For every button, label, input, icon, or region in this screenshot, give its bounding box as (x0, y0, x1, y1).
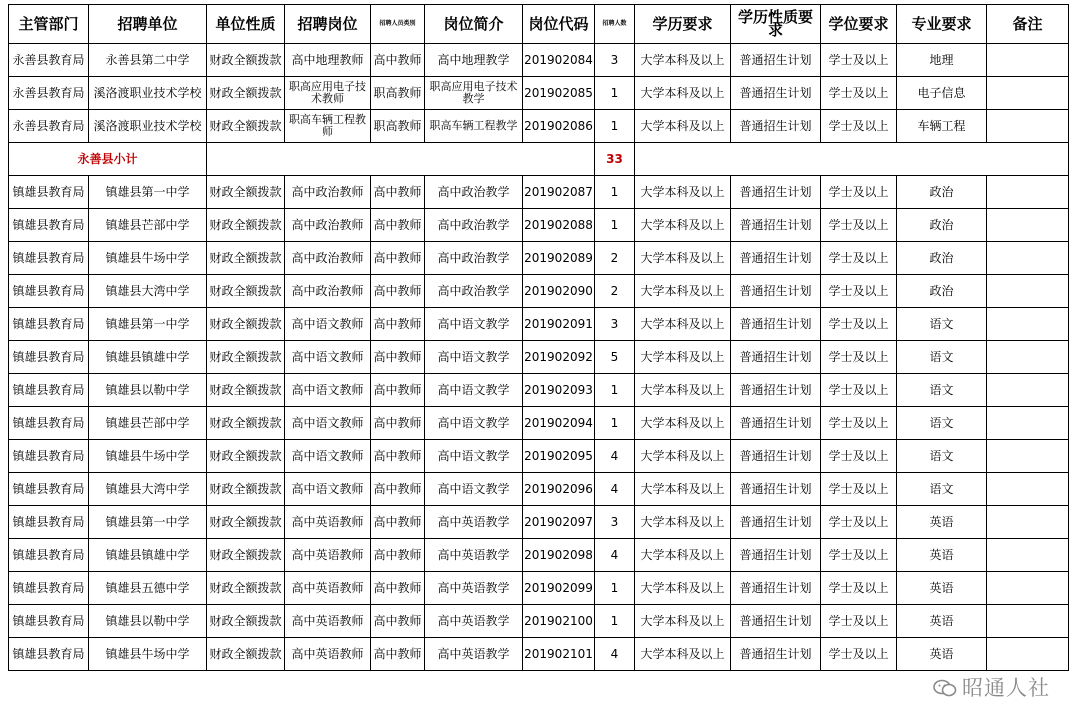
cell-position: 高中英语教师 (285, 572, 371, 605)
cell-desc: 高中政治教学 (425, 275, 523, 308)
cell-degree: 学士及以上 (821, 110, 897, 143)
cell-count: 1 (595, 77, 635, 110)
cell-count: 1 (595, 110, 635, 143)
cell-remark (987, 638, 1069, 671)
subtotal-blank (207, 143, 595, 176)
cell-nature: 财政全额拨款 (207, 176, 285, 209)
table-row (9, 605, 1069, 638)
cell-desc: 高中英语教学 (425, 539, 523, 572)
cell-dept: 镇雄县教育局 (9, 209, 89, 242)
cell-dept: 永善县教育局 (9, 44, 89, 77)
cell-code: 201902092 (523, 341, 595, 374)
cell-staff-type: 高中教师 (371, 341, 425, 374)
cell-major: 政治 (897, 275, 987, 308)
cell-unit: 镇雄县芒部中学 (89, 209, 207, 242)
cell-remark (987, 275, 1069, 308)
cell-staff-type: 高中教师 (371, 242, 425, 275)
cell-edu-type: 普通招生计划 (731, 308, 821, 341)
cell-degree: 学士及以上 (821, 506, 897, 539)
cell-degree: 学士及以上 (821, 308, 897, 341)
cell-dept: 镇雄县教育局 (9, 308, 89, 341)
table-row (9, 506, 1069, 539)
cell-desc: 高中英语教学 (425, 506, 523, 539)
table-row (9, 242, 1069, 275)
cell-education: 大学本科及以上 (635, 572, 731, 605)
cell-remark (987, 44, 1069, 77)
cell-degree: 学士及以上 (821, 77, 897, 110)
cell-desc: 高中语文教学 (425, 407, 523, 440)
cell-code: 201902094 (523, 407, 595, 440)
cell-count: 1 (595, 572, 635, 605)
cell-unit: 镇雄县芒部中学 (89, 407, 207, 440)
cell-edu-type: 普通招生计划 (731, 539, 821, 572)
cell-position: 职高应用电子技术教师 (285, 77, 371, 110)
table-row (9, 572, 1069, 605)
cell-remark (987, 539, 1069, 572)
cell-remark (987, 440, 1069, 473)
cell-edu-type: 普通招生计划 (731, 77, 821, 110)
table-row (9, 275, 1069, 308)
cell-nature: 财政全额拨款 (207, 275, 285, 308)
cell-edu-type: 普通招生计划 (731, 176, 821, 209)
header-code: 岗位代码 (523, 5, 595, 44)
cell-staff-type: 高中教师 (371, 473, 425, 506)
cell-major: 政治 (897, 176, 987, 209)
cell-count: 4 (595, 440, 635, 473)
cell-education: 大学本科及以上 (635, 440, 731, 473)
cell-nature: 财政全额拨款 (207, 473, 285, 506)
cell-count: 1 (595, 374, 635, 407)
header-education: 学历要求 (635, 5, 731, 44)
cell-dept: 镇雄县教育局 (9, 275, 89, 308)
cell-major: 电子信息 (897, 77, 987, 110)
header-remark: 备注 (987, 5, 1069, 44)
cell-degree: 学士及以上 (821, 374, 897, 407)
cell-desc: 职高应用电子技术教学 (425, 77, 523, 110)
cell-education: 大学本科及以上 (635, 308, 731, 341)
cell-degree: 学士及以上 (821, 44, 897, 77)
cell-major: 英语 (897, 605, 987, 638)
cell-code: 201902099 (523, 572, 595, 605)
cell-edu-type: 普通招生计划 (731, 209, 821, 242)
cell-major: 英语 (897, 572, 987, 605)
cell-remark (987, 242, 1069, 275)
subtotal-count: 33 (595, 143, 635, 176)
cell-count: 4 (595, 638, 635, 671)
header-edu-type: 学历性质要求 (731, 5, 821, 44)
header-row (9, 5, 1069, 44)
cell-unit: 镇雄县第一中学 (89, 176, 207, 209)
cell-edu-type: 普通招生计划 (731, 572, 821, 605)
cell-desc: 高中英语教学 (425, 638, 523, 671)
cell-unit: 镇雄县以勒中学 (89, 605, 207, 638)
cell-edu-type: 普通招生计划 (731, 275, 821, 308)
cell-position: 高中语文教师 (285, 440, 371, 473)
cell-position: 职高车辆工程教师 (285, 110, 371, 143)
cell-desc: 高中语文教学 (425, 473, 523, 506)
cell-dept: 镇雄县教育局 (9, 473, 89, 506)
cell-unit: 镇雄县镇雄中学 (89, 539, 207, 572)
cell-unit: 镇雄县牛场中学 (89, 440, 207, 473)
cell-degree: 学士及以上 (821, 440, 897, 473)
cell-major: 语文 (897, 308, 987, 341)
cell-nature: 财政全额拨款 (207, 539, 285, 572)
cell-education: 大学本科及以上 (635, 209, 731, 242)
cell-edu-type: 普通招生计划 (731, 242, 821, 275)
cell-remark (987, 506, 1069, 539)
cell-unit: 永善县第二中学 (89, 44, 207, 77)
cell-unit: 镇雄县五德中学 (89, 572, 207, 605)
header-staff-type: 招聘人员类别 (371, 5, 425, 44)
cell-code: 201902085 (523, 77, 595, 110)
table-row (9, 440, 1069, 473)
header-major: 专业要求 (897, 5, 987, 44)
cell-desc: 高中政治教学 (425, 176, 523, 209)
cell-nature: 财政全额拨款 (207, 44, 285, 77)
watermark-text: 昭通人社 (962, 676, 1050, 700)
cell-degree: 学士及以上 (821, 638, 897, 671)
cell-remark (987, 209, 1069, 242)
cell-staff-type: 高中教师 (371, 539, 425, 572)
subtotal-label: 永善县小计 (9, 143, 207, 176)
cell-major: 语文 (897, 407, 987, 440)
subtotal-blank-right (635, 143, 1069, 176)
cell-major: 语文 (897, 374, 987, 407)
cell-dept: 镇雄县教育局 (9, 341, 89, 374)
cell-desc: 高中语文教学 (425, 341, 523, 374)
cell-dept: 镇雄县教育局 (9, 176, 89, 209)
cell-major: 语文 (897, 341, 987, 374)
cell-count: 1 (595, 209, 635, 242)
cell-education: 大学本科及以上 (635, 176, 731, 209)
cell-education: 大学本科及以上 (635, 242, 731, 275)
cell-remark (987, 77, 1069, 110)
table-row (9, 308, 1069, 341)
cell-edu-type: 普通招生计划 (731, 110, 821, 143)
cell-staff-type: 高中教师 (371, 506, 425, 539)
header-position: 招聘岗位 (285, 5, 371, 44)
cell-nature: 财政全额拨款 (207, 638, 285, 671)
cell-edu-type: 普通招生计划 (731, 440, 821, 473)
cell-remark (987, 605, 1069, 638)
cell-count: 3 (595, 506, 635, 539)
cell-code: 201902084 (523, 44, 595, 77)
cell-code: 201902101 (523, 638, 595, 671)
cell-remark (987, 110, 1069, 143)
cell-position: 高中英语教师 (285, 638, 371, 671)
header-dept: 主管部门 (9, 5, 89, 44)
cell-staff-type: 高中教师 (371, 209, 425, 242)
table-row (9, 110, 1069, 143)
cell-staff-type: 高中教师 (371, 638, 425, 671)
cell-nature: 财政全额拨款 (207, 242, 285, 275)
cell-major: 语文 (897, 473, 987, 506)
cell-education: 大学本科及以上 (635, 407, 731, 440)
cell-education: 大学本科及以上 (635, 110, 731, 143)
cell-count: 1 (595, 407, 635, 440)
wechat-icon (932, 678, 958, 698)
cell-degree: 学士及以上 (821, 407, 897, 440)
table-row (9, 209, 1069, 242)
cell-unit: 镇雄县第一中学 (89, 308, 207, 341)
cell-remark (987, 473, 1069, 506)
cell-position: 高中政治教师 (285, 275, 371, 308)
cell-desc: 高中语文教学 (425, 308, 523, 341)
cell-staff-type: 高中教师 (371, 176, 425, 209)
cell-nature: 财政全额拨款 (207, 77, 285, 110)
cell-remark (987, 308, 1069, 341)
cell-position: 高中政治教师 (285, 242, 371, 275)
cell-major: 英语 (897, 539, 987, 572)
cell-nature: 财政全额拨款 (207, 374, 285, 407)
cell-edu-type: 普通招生计划 (731, 605, 821, 638)
cell-staff-type: 高中教师 (371, 308, 425, 341)
table-row (9, 176, 1069, 209)
header-desc: 岗位简介 (425, 5, 523, 44)
cell-education: 大学本科及以上 (635, 44, 731, 77)
cell-desc: 高中英语教学 (425, 572, 523, 605)
table-row (9, 341, 1069, 374)
cell-degree: 学士及以上 (821, 572, 897, 605)
cell-unit: 镇雄县牛场中学 (89, 242, 207, 275)
cell-nature: 财政全额拨款 (207, 440, 285, 473)
cell-remark (987, 341, 1069, 374)
cell-count: 1 (595, 605, 635, 638)
watermark (932, 672, 1050, 702)
cell-unit: 镇雄县大湾中学 (89, 275, 207, 308)
cell-dept: 永善县教育局 (9, 110, 89, 143)
cell-dept: 镇雄县教育局 (9, 374, 89, 407)
cell-count: 3 (595, 44, 635, 77)
cell-desc: 高中政治教学 (425, 209, 523, 242)
cell-dept: 镇雄县教育局 (9, 605, 89, 638)
cell-position: 高中语文教师 (285, 374, 371, 407)
cell-staff-type: 高中教师 (371, 374, 425, 407)
cell-dept: 镇雄县教育局 (9, 539, 89, 572)
cell-edu-type: 普通招生计划 (731, 506, 821, 539)
cell-desc: 高中语文教学 (425, 374, 523, 407)
cell-nature: 财政全额拨款 (207, 110, 285, 143)
table-row (9, 407, 1069, 440)
table-body (9, 44, 1069, 671)
cell-position: 高中政治教师 (285, 209, 371, 242)
cell-nature: 财政全额拨款 (207, 209, 285, 242)
cell-desc: 高中英语教学 (425, 605, 523, 638)
table-row (9, 539, 1069, 572)
cell-dept: 镇雄县教育局 (9, 407, 89, 440)
header-count: 招聘人数 (595, 5, 635, 44)
cell-major: 政治 (897, 209, 987, 242)
cell-position: 高中语文教师 (285, 473, 371, 506)
cell-nature: 财政全额拨款 (207, 341, 285, 374)
cell-education: 大学本科及以上 (635, 539, 731, 572)
cell-staff-type: 高中教师 (371, 407, 425, 440)
cell-dept: 镇雄县教育局 (9, 242, 89, 275)
cell-count: 2 (595, 242, 635, 275)
cell-count: 2 (595, 275, 635, 308)
cell-staff-type: 高中教师 (371, 572, 425, 605)
cell-code: 201902087 (523, 176, 595, 209)
subtotal-row (9, 143, 1069, 176)
cell-code: 201902095 (523, 440, 595, 473)
cell-position: 高中英语教师 (285, 539, 371, 572)
cell-major: 英语 (897, 506, 987, 539)
cell-unit: 镇雄县第一中学 (89, 506, 207, 539)
cell-remark (987, 407, 1069, 440)
cell-position: 高中英语教师 (285, 506, 371, 539)
cell-code: 201902090 (523, 275, 595, 308)
cell-unit: 镇雄县牛场中学 (89, 638, 207, 671)
cell-count: 4 (595, 473, 635, 506)
cell-unit: 溪洛渡职业技术学校 (89, 77, 207, 110)
cell-count: 4 (595, 539, 635, 572)
cell-code: 201902089 (523, 242, 595, 275)
cell-code: 201902093 (523, 374, 595, 407)
cell-remark (987, 374, 1069, 407)
cell-education: 大学本科及以上 (635, 275, 731, 308)
cell-major: 政治 (897, 242, 987, 275)
cell-degree: 学士及以上 (821, 473, 897, 506)
cell-edu-type: 普通招生计划 (731, 473, 821, 506)
cell-remark (987, 176, 1069, 209)
table-row (9, 473, 1069, 506)
cell-dept: 镇雄县教育局 (9, 572, 89, 605)
cell-position: 高中地理教师 (285, 44, 371, 77)
cell-major: 地理 (897, 44, 987, 77)
cell-edu-type: 普通招生计划 (731, 407, 821, 440)
cell-degree: 学士及以上 (821, 275, 897, 308)
cell-desc: 高中语文教学 (425, 440, 523, 473)
cell-position: 高中政治教师 (285, 176, 371, 209)
cell-edu-type: 普通招生计划 (731, 374, 821, 407)
cell-staff-type: 高中教师 (371, 605, 425, 638)
cell-edu-type: 普通招生计划 (731, 341, 821, 374)
cell-dept: 镇雄县教育局 (9, 638, 89, 671)
cell-education: 大学本科及以上 (635, 77, 731, 110)
cell-degree: 学士及以上 (821, 539, 897, 572)
cell-staff-type: 高中教师 (371, 275, 425, 308)
table-row (9, 77, 1069, 110)
cell-dept: 镇雄县教育局 (9, 506, 89, 539)
cell-nature: 财政全额拨款 (207, 605, 285, 638)
cell-count: 1 (595, 176, 635, 209)
cell-position: 高中语文教师 (285, 341, 371, 374)
cell-code: 201902098 (523, 539, 595, 572)
cell-edu-type: 普通招生计划 (731, 638, 821, 671)
cell-remark (987, 572, 1069, 605)
cell-unit: 溪洛渡职业技术学校 (89, 110, 207, 143)
cell-code: 201902100 (523, 605, 595, 638)
cell-degree: 学士及以上 (821, 341, 897, 374)
recruitment-table (8, 4, 1069, 671)
header-degree: 学位要求 (821, 5, 897, 44)
cell-position: 高中英语教师 (285, 605, 371, 638)
cell-desc: 高中政治教学 (425, 242, 523, 275)
cell-nature: 财政全额拨款 (207, 506, 285, 539)
cell-degree: 学士及以上 (821, 242, 897, 275)
cell-staff-type: 职高教师 (371, 110, 425, 143)
cell-education: 大学本科及以上 (635, 605, 731, 638)
cell-nature: 财政全额拨款 (207, 407, 285, 440)
header-unit: 招聘单位 (89, 5, 207, 44)
cell-degree: 学士及以上 (821, 176, 897, 209)
table-row (9, 374, 1069, 407)
cell-position: 高中语文教师 (285, 308, 371, 341)
cell-count: 3 (595, 308, 635, 341)
header-nature: 单位性质 (207, 5, 285, 44)
cell-education: 大学本科及以上 (635, 341, 731, 374)
cell-edu-type: 普通招生计划 (731, 44, 821, 77)
cell-unit: 镇雄县以勒中学 (89, 374, 207, 407)
table-row (9, 638, 1069, 671)
cell-education: 大学本科及以上 (635, 638, 731, 671)
cell-unit: 镇雄县镇雄中学 (89, 341, 207, 374)
cell-education: 大学本科及以上 (635, 506, 731, 539)
cell-dept: 镇雄县教育局 (9, 440, 89, 473)
cell-desc: 高中地理教学 (425, 44, 523, 77)
cell-position: 高中语文教师 (285, 407, 371, 440)
cell-degree: 学士及以上 (821, 605, 897, 638)
cell-nature: 财政全额拨款 (207, 572, 285, 605)
cell-major: 车辆工程 (897, 110, 987, 143)
cell-code: 201902091 (523, 308, 595, 341)
cell-degree: 学士及以上 (821, 209, 897, 242)
cell-unit: 镇雄县大湾中学 (89, 473, 207, 506)
cell-dept: 永善县教育局 (9, 77, 89, 110)
cell-major: 英语 (897, 638, 987, 671)
cell-code: 201902096 (523, 473, 595, 506)
cell-nature: 财政全额拨款 (207, 308, 285, 341)
cell-desc: 职高车辆工程教学 (425, 110, 523, 143)
cell-code: 201902097 (523, 506, 595, 539)
cell-count: 5 (595, 341, 635, 374)
cell-staff-type: 职高教师 (371, 77, 425, 110)
table-row (9, 44, 1069, 77)
cell-major: 语文 (897, 440, 987, 473)
cell-staff-type: 高中教师 (371, 44, 425, 77)
cell-staff-type: 高中教师 (371, 440, 425, 473)
cell-code: 201902088 (523, 209, 595, 242)
cell-code: 201902086 (523, 110, 595, 143)
cell-education: 大学本科及以上 (635, 374, 731, 407)
cell-education: 大学本科及以上 (635, 473, 731, 506)
